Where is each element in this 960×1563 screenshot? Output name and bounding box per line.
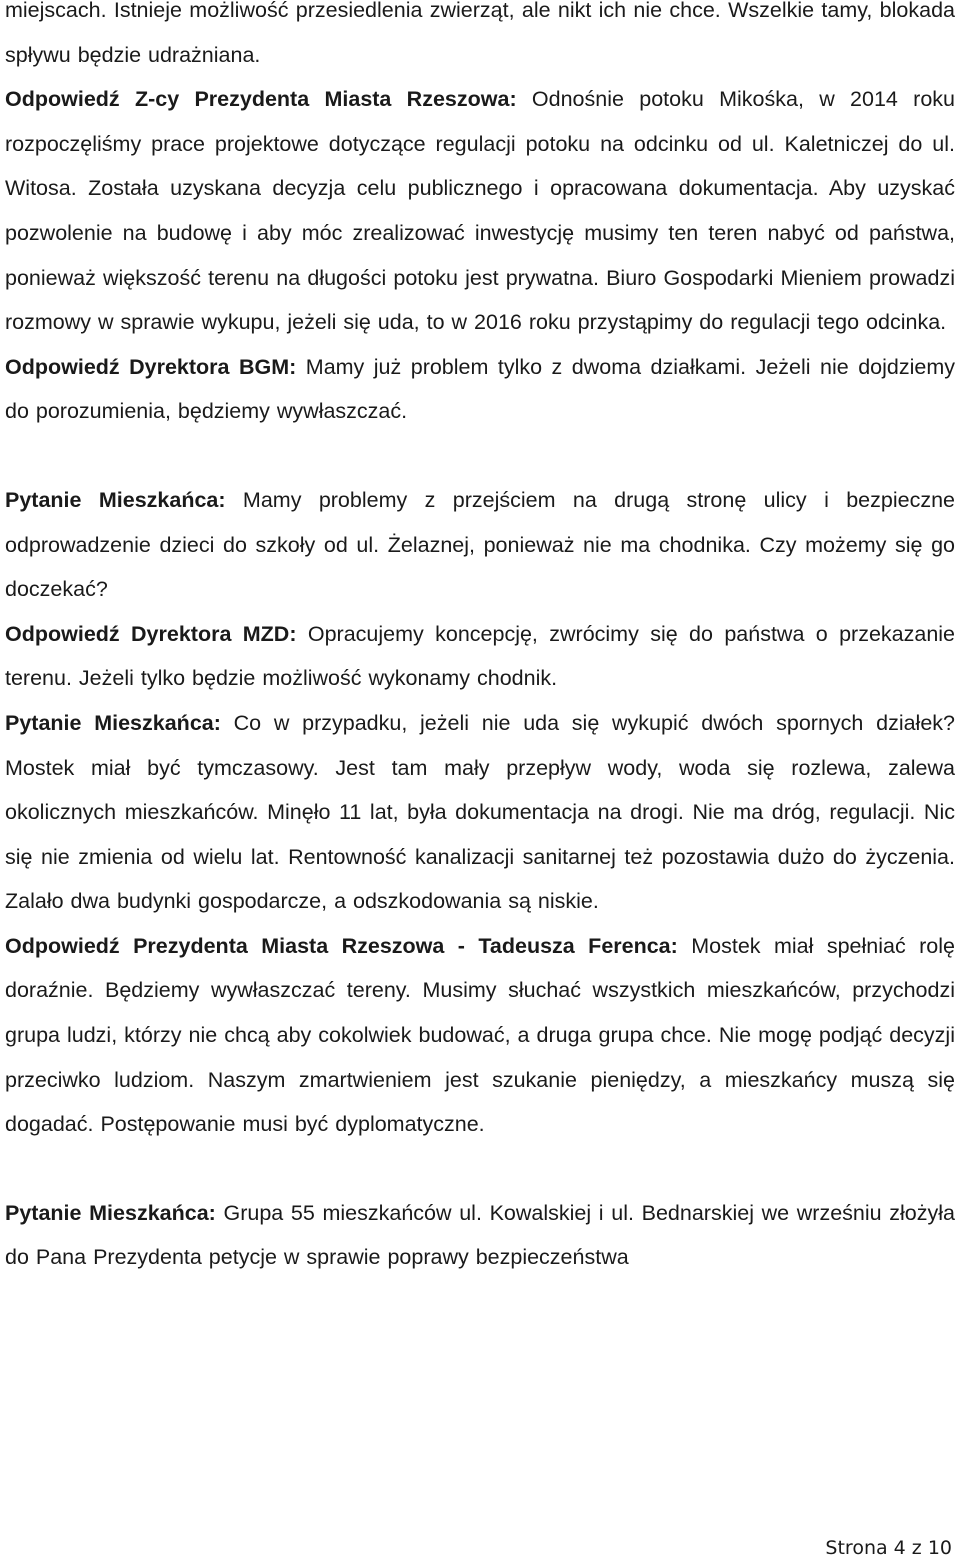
paragraph-gap bbox=[5, 1147, 955, 1191]
paragraph-resident-question bbox=[5, 701, 955, 924]
paragraph-text: Grupa 55 mieszkańców ul. Kowalskiej i ul. Bednarskiej we wrześniu złożyła do Pana Prezydenta petycje w sprawie poprawy bezpieczeństwa bbox=[5, 1200, 956, 1270]
paragraph-gap bbox=[5, 434, 955, 478]
speaker-label: Pytanie Mieszkańca: bbox=[5, 1200, 216, 1225]
paragraph-answer-bgm-director bbox=[5, 345, 955, 434]
speaker-label: Pytanie Mieszkańca: bbox=[5, 487, 226, 512]
paragraph-text: Mamy już problem tylko z dwoma działkami. Jeżeli nie dojdziemy do porozumienia, będziemy wywłaszczać. bbox=[5, 354, 955, 424]
page-number: Strona 4 z 10 bbox=[825, 1537, 952, 1559]
paragraph-text: Mostek miał spełniać rolę doraźnie. Będziemy wywłaszczać tereny. Musimy słuchać wszystkich mieszkańców, przychodzi grupa ludzi, którzy nie chcą aby cokolwiek budować, a druga grupa chce. Nie mogę podjąć decyzji przeciwko ludziom. Naszym zmartwieniem jest szukanie pieniędzy, a mieszkańcy muszą się dogadać. Postępowanie musi być dyplomatyczne. bbox=[5, 933, 955, 1137]
paragraph-resident-question bbox=[5, 478, 955, 612]
paragraph-continuation bbox=[5, 0, 955, 77]
speaker-label: Pytanie Mieszkańca: bbox=[5, 710, 221, 735]
paragraph-text: Co w przypadku, jeżeli nie uda się wykupić dwóch spornych działek? Mostek miał być tymczasowy. Jest tam mały przepływ wody, woda się rozlewa, zalewa okolicznych mieszkańców. Minęło 11 lat, była dokumentacja na drogi. Nie ma dróg, regulacji. Nic się nie zmienia od wielu lat. Rentowność kanalizacji sanitarnej też pozostawia dużo do życzenia. Zalało dwa budynki gospodarcze, a odszkodowania są niskie. bbox=[5, 710, 955, 914]
paragraph-answer-deputy-mayor bbox=[5, 77, 955, 345]
paragraph-text: Mamy problemy z przejściem na drugą stronę ulicy i bezpieczne odprowadzenie dzieci do szkoły od ul. Żelaznej, ponieważ nie ma chodnika. Czy możemy się go doczekać? bbox=[5, 487, 955, 602]
speaker-label: Odpowiedź Z-cy Prezydenta Miasta Rzeszowa: bbox=[5, 87, 517, 112]
speaker-label: Odpowiedź Prezydenta Miasta Rzeszowa - Tadeusza Ferenca: bbox=[5, 933, 678, 958]
paragraph-answer-mayor bbox=[5, 924, 955, 1147]
document-page bbox=[5, 0, 955, 1280]
speaker-label: Odpowiedź Dyrektora BGM: bbox=[5, 354, 297, 379]
paragraph-text: Opracujemy koncepcję, zwrócimy się do państwa o przekazanie terenu. Jeżeli tylko będzie możliwość wykonamy chodnik. bbox=[5, 621, 956, 691]
paragraph-text: miejscach. Istnieje możliwość przesiedlenia zwierząt, ale nikt ich nie chce. Wszelkie tamy, blokada spływu będzie udrażniana. bbox=[5, 0, 955, 67]
paragraph-text: Odnośnie potoku Mikośka, w 2014 roku rozpoczęliśmy prace projektowe dotyczące regulacji potoku na odcinku od ul. Kaletniczej do ul. Witosa. Została uzyskana decyzja celu publicznego i opracowana dokumentacja. Aby uzyskać pozwolenie na budowę i aby móc zrealizować inwestycję musimy ten teren nabyć od państwa, ponieważ większość terenu na długości potoku jest prywatna. Biuro Gospodarki Mieniem prowadzi rozmowy w sprawie wykupu, jeżeli się uda, to w 2016 roku przystąpimy do regulacji tego odcinka. bbox=[5, 87, 955, 335]
speaker-label: Odpowiedź Dyrektora MZD: bbox=[5, 621, 297, 646]
paragraph-resident-question bbox=[5, 1191, 955, 1280]
paragraph-answer-mzd-director bbox=[5, 612, 955, 701]
